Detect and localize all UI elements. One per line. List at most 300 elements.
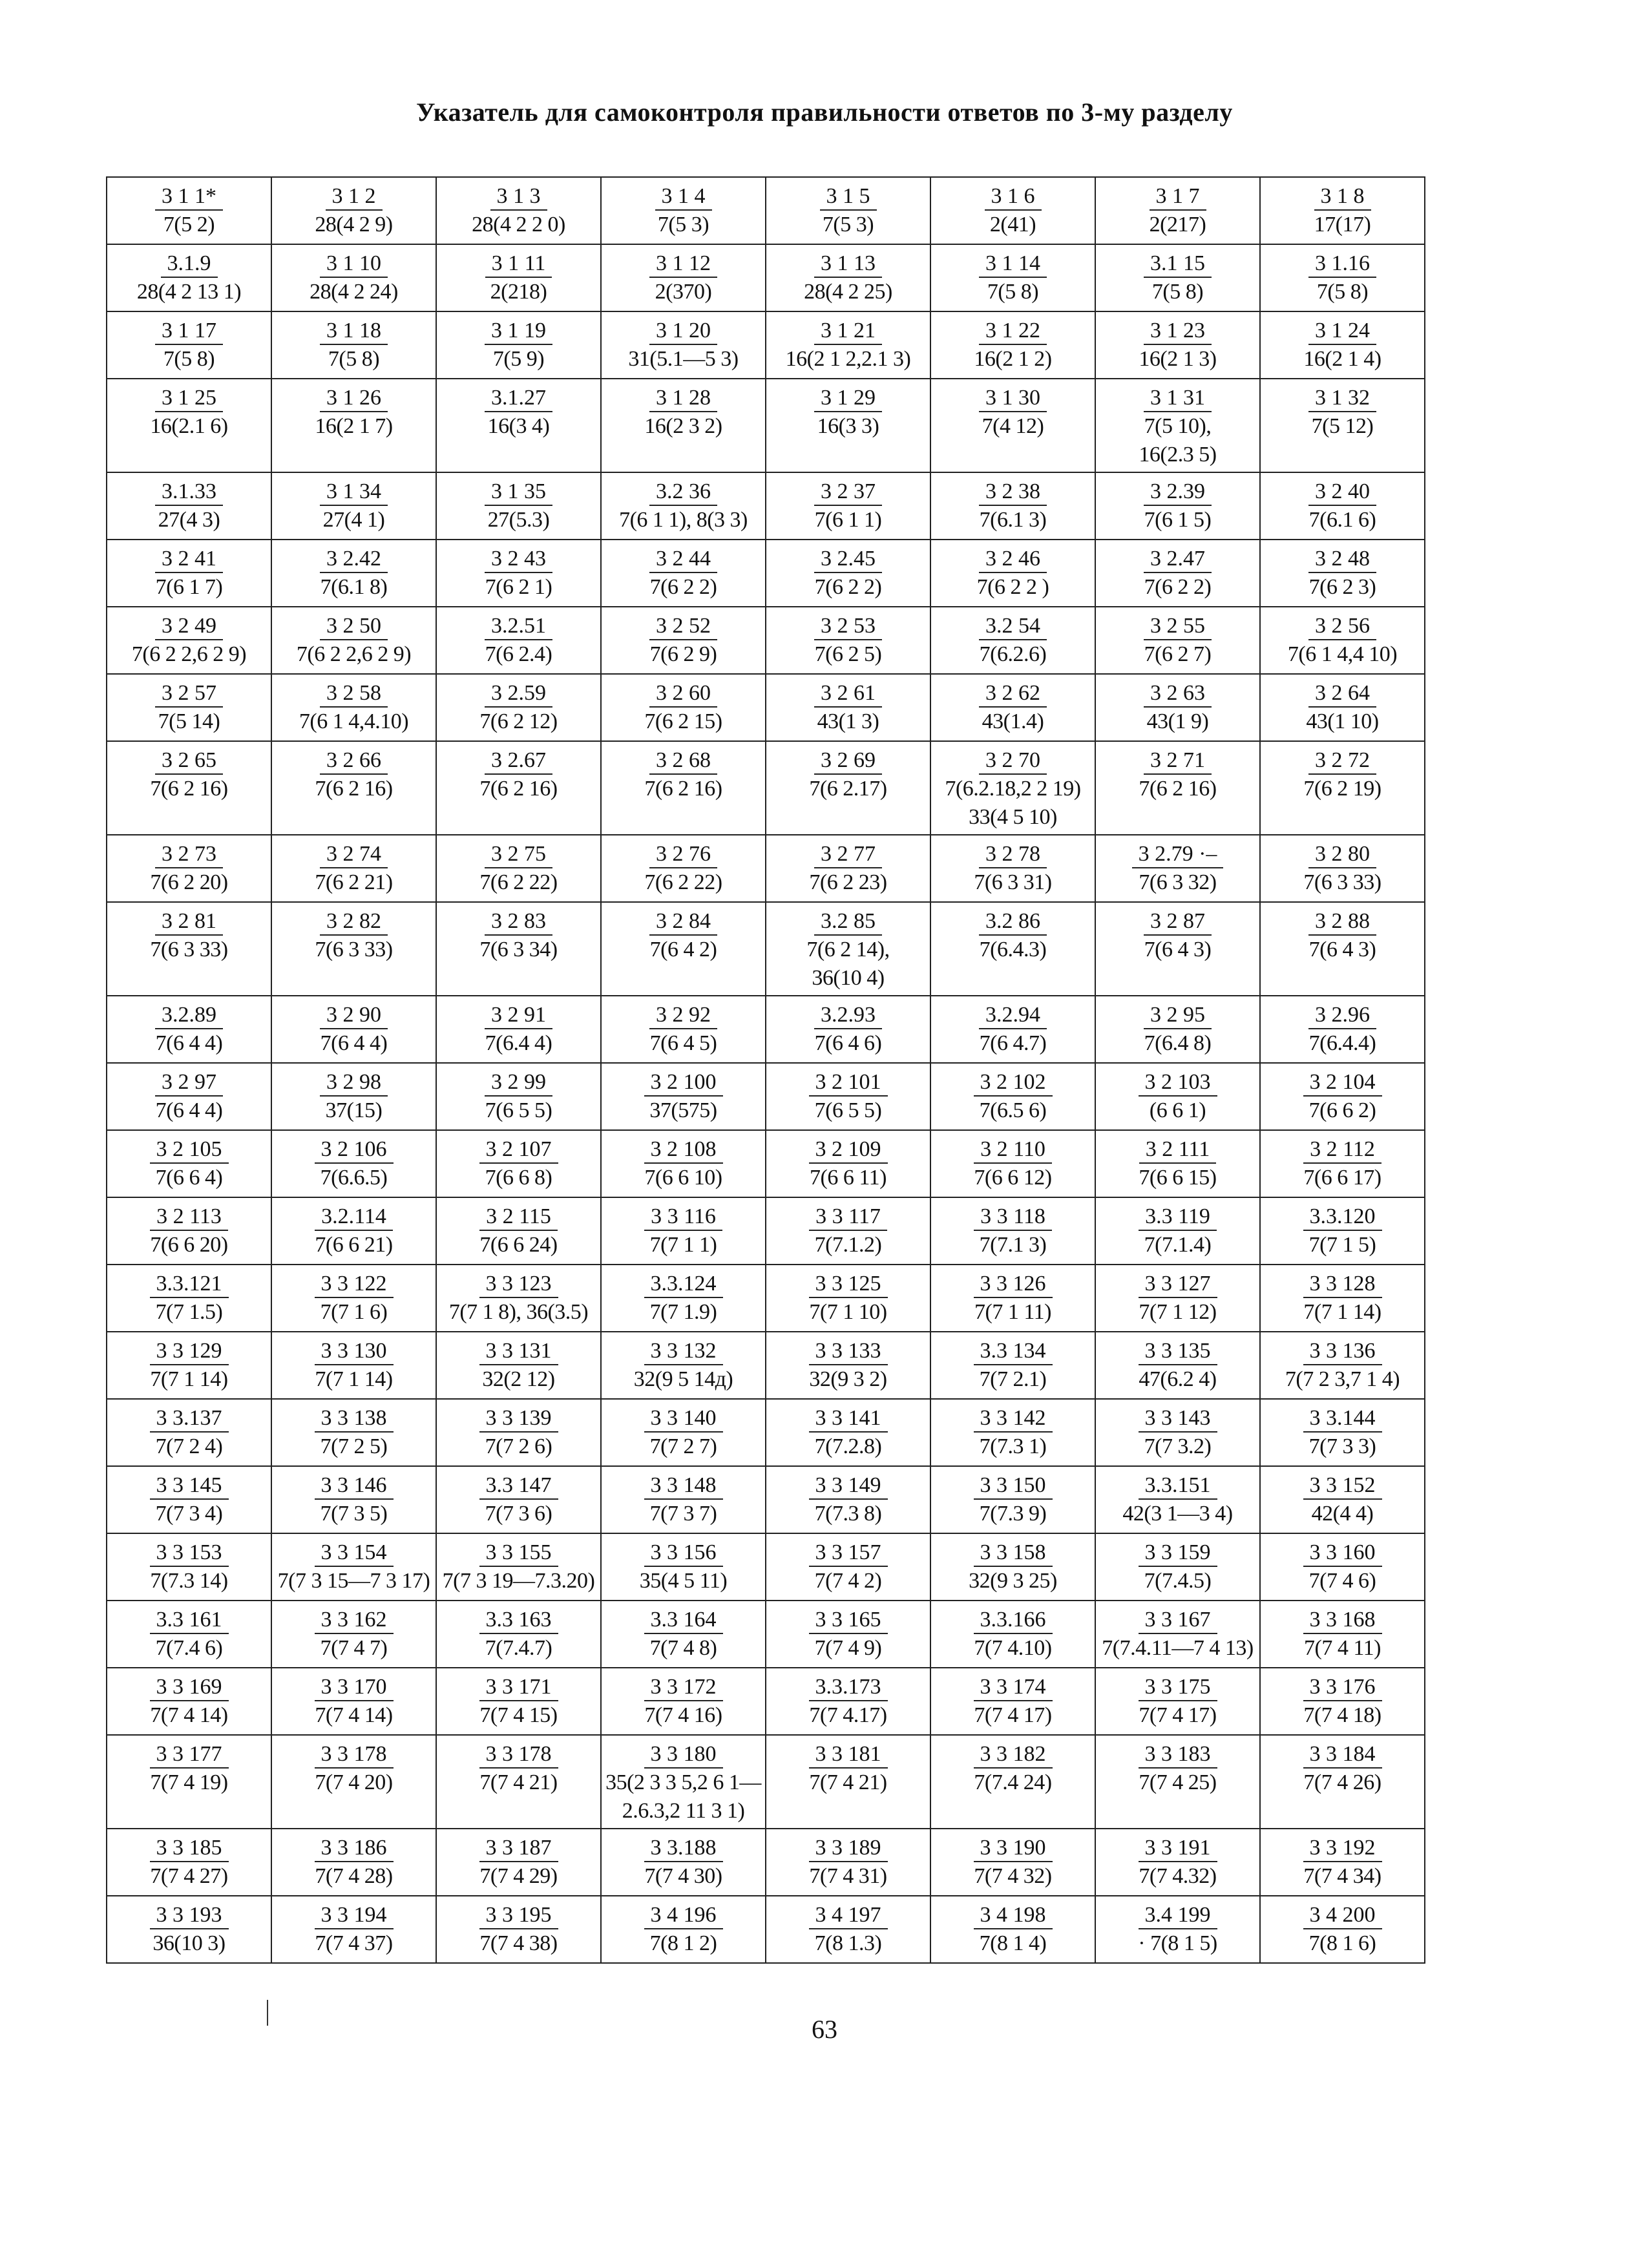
answer-cell — [766, 379, 930, 472]
answer-reference: 7(7 4 27) — [150, 1864, 228, 1888]
answer-reference: 7(6 1 5) — [1144, 508, 1212, 532]
answer-reference: 16(2.3 5) — [1139, 443, 1217, 467]
answer-reference: 7(8 1.3) — [814, 1931, 882, 1955]
answer-cell — [1260, 1533, 1425, 1601]
problem-number: 3 3 193 — [150, 1902, 229, 1929]
answer-reference: 2.6.3,2 11 3 1) — [622, 1799, 745, 1823]
answer-reference: 7(5 8) — [1151, 280, 1204, 304]
answer-reference: 7(6 3 33) — [1303, 870, 1381, 894]
problem-number: 3 2 78 — [979, 841, 1047, 868]
answer-reference: 7(6.4 4) — [485, 1031, 552, 1055]
answer-cell — [436, 1601, 601, 1668]
answer-cell — [930, 902, 1095, 996]
answer-reference: 7(6 2 5) — [814, 642, 882, 666]
answer-cell — [1095, 472, 1260, 540]
answer-cell — [930, 1735, 1095, 1829]
answer-reference: 2(218) — [490, 280, 547, 304]
answer-reference: 7(5 8) — [163, 347, 215, 371]
answer-reference: 7(5 8) — [987, 280, 1039, 304]
problem-number: 3 2 66 — [320, 748, 388, 775]
problem-number: 3 3 149 — [809, 1473, 888, 1500]
answer-cell — [930, 741, 1095, 835]
answer-cell — [107, 1829, 271, 1896]
answer-cell — [436, 1668, 601, 1735]
table-row — [107, 1466, 1425, 1533]
answer-reference: 7(7 4 16) — [644, 1703, 722, 1727]
answer-cell — [601, 1668, 766, 1735]
answer-reference: 7(6.4.3) — [979, 938, 1047, 961]
answer-cell — [601, 1829, 766, 1896]
answer-reference: 7(6.2.18,2 2 19) — [945, 777, 1081, 801]
answer-cell — [1095, 1896, 1260, 1963]
answer-reference: 7(7 4 14) — [150, 1703, 228, 1727]
problem-number: 3.2 36 — [649, 479, 717, 506]
table-row — [107, 244, 1425, 311]
answer-reference: 2(370) — [655, 280, 712, 304]
problem-number: 3 2 88 — [1308, 908, 1376, 936]
answer-cell — [436, 1399, 601, 1466]
problem-number: 3 3 172 — [644, 1674, 723, 1701]
problem-number: 3 2 111 — [1139, 1137, 1216, 1164]
answer-reference: 7(6 4 3) — [1308, 938, 1376, 961]
answer-cell — [766, 607, 930, 674]
answer-reference: 7(6 2 23) — [809, 870, 887, 894]
problem-number: 3.3.121 — [150, 1271, 229, 1298]
answer-cell — [766, 1399, 930, 1466]
problem-number: 3 2 72 — [1308, 748, 1376, 775]
answer-reference: 7(7.1 3) — [979, 1233, 1047, 1257]
problem-number: 3 3 131 — [479, 1338, 558, 1365]
problem-number: 3 1.16 — [1308, 251, 1376, 278]
answer-cell — [601, 674, 766, 741]
answer-reference: 7(7 4.17) — [809, 1703, 887, 1727]
answer-cell — [1260, 1197, 1425, 1265]
answer-reference: 36(10 4) — [812, 966, 885, 990]
table-row — [107, 1533, 1425, 1601]
answer-reference: 42(3 1—3 4) — [1122, 1502, 1233, 1526]
problem-number: 3 3 154 — [315, 1540, 394, 1567]
answer-reference: 7(7 3 3) — [1308, 1434, 1376, 1458]
problem-number: 3 2 110 — [974, 1137, 1052, 1164]
answer-cell — [766, 996, 930, 1063]
answer-reference: 28(4 2 9) — [315, 213, 393, 236]
answer-cell — [930, 244, 1095, 311]
answer-reference: 7(7.4 24) — [974, 1770, 1052, 1794]
answer-reference: 7(6 2 16) — [479, 777, 558, 801]
answer-cell — [1260, 1063, 1425, 1130]
answer-cell — [766, 244, 930, 311]
problem-number: 3 3.137 — [150, 1405, 229, 1433]
answer-reference: 7(6 4 2) — [649, 938, 717, 961]
answer-cell — [1260, 607, 1425, 674]
problem-number: 3 3 187 — [479, 1835, 558, 1862]
answer-reference: 32(2 12) — [482, 1367, 555, 1391]
answer-reference: 7(6 2 7) — [1144, 642, 1212, 666]
answer-cell — [271, 311, 436, 379]
answer-reference: 7(6 2 22) — [644, 870, 722, 894]
answer-cell — [601, 540, 766, 607]
answer-cell — [436, 902, 601, 996]
answer-cell — [107, 244, 271, 311]
answer-reference: 7(6 6 12) — [974, 1166, 1052, 1190]
answer-reference: 16(2 1 2) — [974, 347, 1052, 371]
answer-cell — [930, 996, 1095, 1063]
problem-number: 3 2 92 — [649, 1002, 717, 1029]
answer-reference: 7(7 4 7) — [320, 1636, 388, 1660]
answer-reference: 7(7 3 19—7.3.20) — [442, 1569, 595, 1593]
answer-reference: 7(7 4 8) — [649, 1636, 717, 1660]
problem-number: 3.3 163 — [479, 1607, 558, 1634]
answer-cell — [766, 1197, 930, 1265]
problem-number: 3.3 161 — [150, 1607, 229, 1634]
problem-number: 3 3 130 — [315, 1338, 394, 1365]
answer-cell — [107, 472, 271, 540]
problem-number: 3.3.151 — [1139, 1473, 1217, 1500]
problem-number: 3 1 28 — [649, 385, 717, 412]
answer-cell — [1095, 1829, 1260, 1896]
answer-cell — [271, 835, 436, 902]
answer-reference: 7(6 2 16) — [150, 777, 228, 801]
problem-number: 3 3 181 — [809, 1741, 888, 1769]
problem-number: 3 2 106 — [315, 1137, 394, 1164]
answer-cell — [107, 1399, 271, 1466]
problem-number: 3 2 43 — [485, 546, 552, 573]
answer-reference: 7(7 4 31) — [809, 1864, 887, 1888]
table-row — [107, 1399, 1425, 1466]
answer-reference: 7(7 1 14) — [1303, 1300, 1381, 1324]
table-row — [107, 472, 1425, 540]
problem-number: 3.4 199 — [1139, 1902, 1217, 1929]
problem-number: 3 1 2 — [326, 184, 383, 211]
answer-cell — [107, 540, 271, 607]
problem-number: 3 3 125 — [809, 1271, 888, 1298]
answer-reference: 7(7 3 7) — [649, 1502, 717, 1526]
answer-cell — [436, 177, 601, 244]
answer-reference: 7(7.4.7) — [485, 1636, 552, 1660]
answer-reference: (6 6 1) — [1149, 1098, 1206, 1122]
problem-number: 3.3.173 — [809, 1674, 888, 1701]
answer-cell — [1095, 1735, 1260, 1829]
problem-number: 3 3 117 — [809, 1204, 887, 1231]
answer-reference: 7(7 4 14) — [315, 1703, 393, 1727]
problem-number: 3 1 26 — [320, 385, 388, 412]
answer-cell — [930, 1466, 1095, 1533]
answer-cell — [107, 1896, 271, 1963]
answer-cell — [930, 472, 1095, 540]
problem-number: 3 2 57 — [155, 680, 223, 708]
problem-number: 3 2 97 — [155, 1069, 223, 1097]
answer-reference: 7(6.1 8) — [320, 575, 388, 599]
answer-reference: 7(7 4 17) — [1139, 1703, 1217, 1727]
problem-number: 3 2 107 — [479, 1137, 558, 1164]
answer-cell — [271, 1735, 436, 1829]
answer-reference: 7(7 1 12) — [1139, 1300, 1217, 1324]
answer-reference: 2(217) — [1149, 213, 1206, 236]
answer-cell — [766, 1533, 930, 1601]
answer-reference: 7(6.2.6) — [979, 642, 1047, 666]
problem-number: 3 3 122 — [315, 1271, 394, 1298]
answer-cell — [107, 1601, 271, 1668]
problem-number: 3 2 100 — [644, 1069, 723, 1097]
problem-number: 3 3 178 — [315, 1741, 394, 1769]
answer-reference: 7(6 2 19) — [1303, 777, 1381, 801]
answer-reference: 7(6 2 16) — [315, 777, 393, 801]
problem-number: 3 3 139 — [479, 1405, 558, 1433]
answer-cell — [271, 1668, 436, 1735]
problem-number: 3 3 140 — [644, 1405, 723, 1433]
problem-number: 3 3 174 — [974, 1674, 1053, 1701]
answer-reference: 47(6.2 4) — [1139, 1367, 1217, 1391]
answer-reference: 28(4 2 13 1) — [136, 280, 242, 304]
table-row — [107, 607, 1425, 674]
problem-number: 3 3 136 — [1303, 1338, 1382, 1365]
problem-number: 3 4 197 — [809, 1902, 888, 1929]
problem-number: 3 2 103 — [1139, 1069, 1217, 1097]
table-row — [107, 902, 1425, 996]
problem-number: 3 2.96 — [1308, 1002, 1376, 1029]
problem-number: 3 3 148 — [644, 1473, 723, 1500]
problem-number: 3 3 138 — [315, 1405, 394, 1433]
answer-cell — [930, 1265, 1095, 1332]
problem-number: 3 3 170 — [315, 1674, 394, 1701]
answer-reference: 7(6 2 2,6 2 9) — [131, 642, 247, 666]
problem-number: 3 3.188 — [644, 1835, 723, 1862]
problem-number: 3 2 95 — [1144, 1002, 1212, 1029]
answer-reference: 7(5 3) — [822, 213, 874, 236]
answer-reference: 7(7 4 25) — [1139, 1770, 1217, 1794]
answer-cell — [271, 1130, 436, 1197]
problem-number: 3 2 52 — [649, 613, 717, 640]
answer-reference: 35(4 5 11) — [639, 1569, 728, 1593]
answer-reference: 7(6 6 4) — [155, 1166, 223, 1190]
problem-number: 3 2 41 — [155, 546, 223, 573]
problem-number: 3 3 194 — [315, 1902, 394, 1929]
table-row — [107, 674, 1425, 741]
answer-reference: 7(7 1 10) — [809, 1300, 887, 1324]
problem-number: 3.3.120 — [1303, 1204, 1382, 1231]
answer-reference: 7(6 1 1), 8(3 3) — [619, 508, 748, 532]
problem-number: 3 2 64 — [1308, 680, 1376, 708]
answer-cell — [1095, 902, 1260, 996]
answer-reference: 7(6 2 1) — [485, 575, 552, 599]
table-row — [107, 1601, 1425, 1668]
answer-cell — [1095, 244, 1260, 311]
problem-number: 3 3 133 — [809, 1338, 888, 1365]
answer-cell — [1095, 177, 1260, 244]
answer-reference: 7(7 4.32) — [1139, 1864, 1217, 1888]
answer-cell — [436, 1130, 601, 1197]
problem-number: 3 2 37 — [814, 479, 882, 506]
answer-reference: 7(7 4 15) — [479, 1703, 558, 1727]
answer-cell — [766, 1332, 930, 1399]
answer-reference: 7(7 3 6) — [485, 1502, 552, 1526]
answer-cell — [766, 1735, 930, 1829]
answer-cell — [601, 1533, 766, 1601]
answer-cell — [271, 1399, 436, 1466]
answer-reference: 7(6 6 8) — [485, 1166, 552, 1190]
problem-number: 3 1 32 — [1308, 385, 1376, 412]
table-row — [107, 1265, 1425, 1332]
problem-number: 3 1 18 — [320, 318, 388, 345]
problem-number: 3 1 29 — [814, 385, 882, 412]
answer-reference: 7(6 6 10) — [644, 1166, 722, 1190]
answer-cell — [1260, 1466, 1425, 1533]
problem-number: 3 2 99 — [485, 1069, 552, 1097]
answer-reference: 31(5.1—5 3) — [628, 347, 739, 371]
answer-cell — [601, 1601, 766, 1668]
answer-cell — [1095, 1399, 1260, 1466]
answer-reference: 7(7 1 11) — [974, 1300, 1051, 1324]
problem-number: 3.2 86 — [979, 908, 1047, 936]
answer-cell — [1260, 674, 1425, 741]
answer-cell — [271, 674, 436, 741]
problem-number: 3 4 200 — [1303, 1902, 1382, 1929]
answer-reference: 7(7 4 21) — [479, 1770, 558, 1794]
answer-cell — [271, 379, 436, 472]
problem-number: 3 2 50 — [320, 613, 388, 640]
problem-number: 3 3 129 — [150, 1338, 229, 1365]
problem-number: 3 1 17 — [155, 318, 223, 345]
answer-cell — [107, 996, 271, 1063]
problem-number: 3 1 10 — [320, 251, 388, 278]
answer-reference: 7(6 2 2) — [814, 575, 882, 599]
answer-cell — [1095, 1265, 1260, 1332]
answer-cell — [1095, 379, 1260, 472]
problem-number: 3 2 102 — [974, 1069, 1053, 1097]
answer-cell — [271, 1197, 436, 1265]
problem-number: 3 2 48 — [1308, 546, 1376, 573]
answer-cell — [1095, 1063, 1260, 1130]
answer-reference: 7(8 1 2) — [649, 1931, 717, 1955]
answer-reference: 27(4 3) — [158, 508, 220, 532]
answer-cell — [271, 1601, 436, 1668]
problem-number: 3 3 160 — [1303, 1540, 1382, 1567]
answer-reference: 7(7 4 30) — [644, 1864, 722, 1888]
answer-cell — [601, 1332, 766, 1399]
problem-number: 3.3.166 — [974, 1607, 1053, 1634]
answer-cell — [601, 379, 766, 472]
answer-cell — [601, 1197, 766, 1265]
problem-number: 3 3 184 — [1303, 1741, 1382, 1769]
answer-reference: 7(8 1 6) — [1308, 1931, 1376, 1955]
problem-number: 3 2 53 — [814, 613, 882, 640]
table-row — [107, 1332, 1425, 1399]
answer-reference: 16(3 4) — [487, 414, 550, 438]
problem-number: 3 2 91 — [485, 1002, 552, 1029]
answer-reference: 7(7.3 8) — [814, 1502, 882, 1526]
problem-number: 3 2 83 — [485, 908, 552, 936]
answer-reference: 28(4 2 2 0) — [472, 213, 565, 236]
answer-reference: 7(6 3 32) — [1139, 870, 1217, 894]
answer-reference: 7(7.4 6) — [155, 1636, 223, 1660]
answer-cell — [766, 1829, 930, 1896]
answer-cell — [930, 1399, 1095, 1466]
answer-reference: 7(6 2 14), — [806, 938, 890, 961]
answer-cell — [766, 1130, 930, 1197]
answer-cell — [766, 177, 930, 244]
answer-reference: 7(6 5 5) — [814, 1098, 882, 1122]
table-row — [107, 1896, 1425, 1963]
problem-number: 3 1 31 — [1144, 385, 1212, 412]
answer-reference: 43(1 9) — [1146, 709, 1209, 733]
answer-cell — [930, 540, 1095, 607]
answer-reference: 7(7 1 5) — [1308, 1233, 1376, 1257]
answer-reference: 7(6 4 4) — [320, 1031, 388, 1055]
answer-cell — [766, 472, 930, 540]
problem-number: 3.3.124 — [644, 1271, 723, 1298]
problem-number: 3 3 180 — [644, 1741, 723, 1769]
problem-number: 3 2 63 — [1144, 680, 1212, 708]
answer-cell — [1260, 1130, 1425, 1197]
answer-cell — [107, 1332, 271, 1399]
problem-number: 3 4 198 — [974, 1902, 1053, 1929]
answer-cell — [601, 177, 766, 244]
problem-number: 3 1 22 — [979, 318, 1047, 345]
answer-reference: 7(6 2 16) — [644, 777, 722, 801]
answer-reference: 16(2 1 4) — [1303, 347, 1381, 371]
answer-reference: 37(15) — [325, 1098, 383, 1122]
answer-cell — [601, 835, 766, 902]
problem-number: 3 3 127 — [1139, 1271, 1217, 1298]
answer-cell — [601, 996, 766, 1063]
answer-cell — [1260, 902, 1425, 996]
answer-cell — [107, 177, 271, 244]
problem-number: 3 2 98 — [320, 1069, 388, 1097]
answer-cell — [766, 311, 930, 379]
problem-number: 3 1 30 — [979, 385, 1047, 412]
answer-cell — [1260, 1332, 1425, 1399]
answer-cell — [1260, 996, 1425, 1063]
answer-reference: 7(6 2 15) — [644, 709, 722, 733]
problem-number: 3 3 169 — [150, 1674, 229, 1701]
problem-number: 3 3 143 — [1139, 1405, 1217, 1433]
answer-reference: 7(7 2 4) — [155, 1434, 223, 1458]
answer-reference: 7(5 8) — [328, 347, 380, 371]
answer-reference: 7(7 1 1) — [649, 1233, 717, 1257]
problem-number: 3 2.59 — [485, 680, 552, 708]
table-row — [107, 1130, 1425, 1197]
answer-reference: 7(7.4.5) — [1144, 1569, 1212, 1593]
answer-cell — [766, 1601, 930, 1668]
answer-reference: 7(7 2 7) — [649, 1434, 717, 1458]
problem-number: 3 1 1* — [155, 184, 223, 211]
problem-number: 3 1 7 — [1150, 184, 1206, 211]
problem-number: 3 3 175 — [1139, 1674, 1217, 1701]
problem-number: 3.3 147 — [479, 1473, 558, 1500]
problem-number: 3 2 109 — [809, 1137, 888, 1164]
problem-number: 3 3 192 — [1303, 1835, 1382, 1862]
answer-cell — [930, 1533, 1095, 1601]
answer-reference: 7(7 4 32) — [974, 1864, 1052, 1888]
problem-number: 3 3 126 — [974, 1271, 1053, 1298]
answer-cell — [271, 244, 436, 311]
problem-number: 3 2 101 — [809, 1069, 888, 1097]
answer-cell — [271, 741, 436, 835]
table-row — [107, 1063, 1425, 1130]
answer-reference: 7(5 8) — [1316, 280, 1369, 304]
problem-number: 3 3 182 — [974, 1741, 1053, 1769]
answer-reference: 7(7.1.4) — [1144, 1233, 1212, 1257]
problem-number: 3 2 44 — [649, 546, 717, 573]
problem-number: 3 1 11 — [485, 251, 552, 278]
problem-number: 3 1 13 — [814, 251, 882, 278]
problem-number: 3.1.33 — [155, 479, 223, 506]
answer-cell — [1095, 1332, 1260, 1399]
answer-cell — [271, 996, 436, 1063]
answer-reference: 7(6 1 4,4 10) — [1287, 642, 1398, 666]
answer-reference: 7(4 12) — [982, 414, 1044, 438]
answer-cell — [1095, 741, 1260, 835]
